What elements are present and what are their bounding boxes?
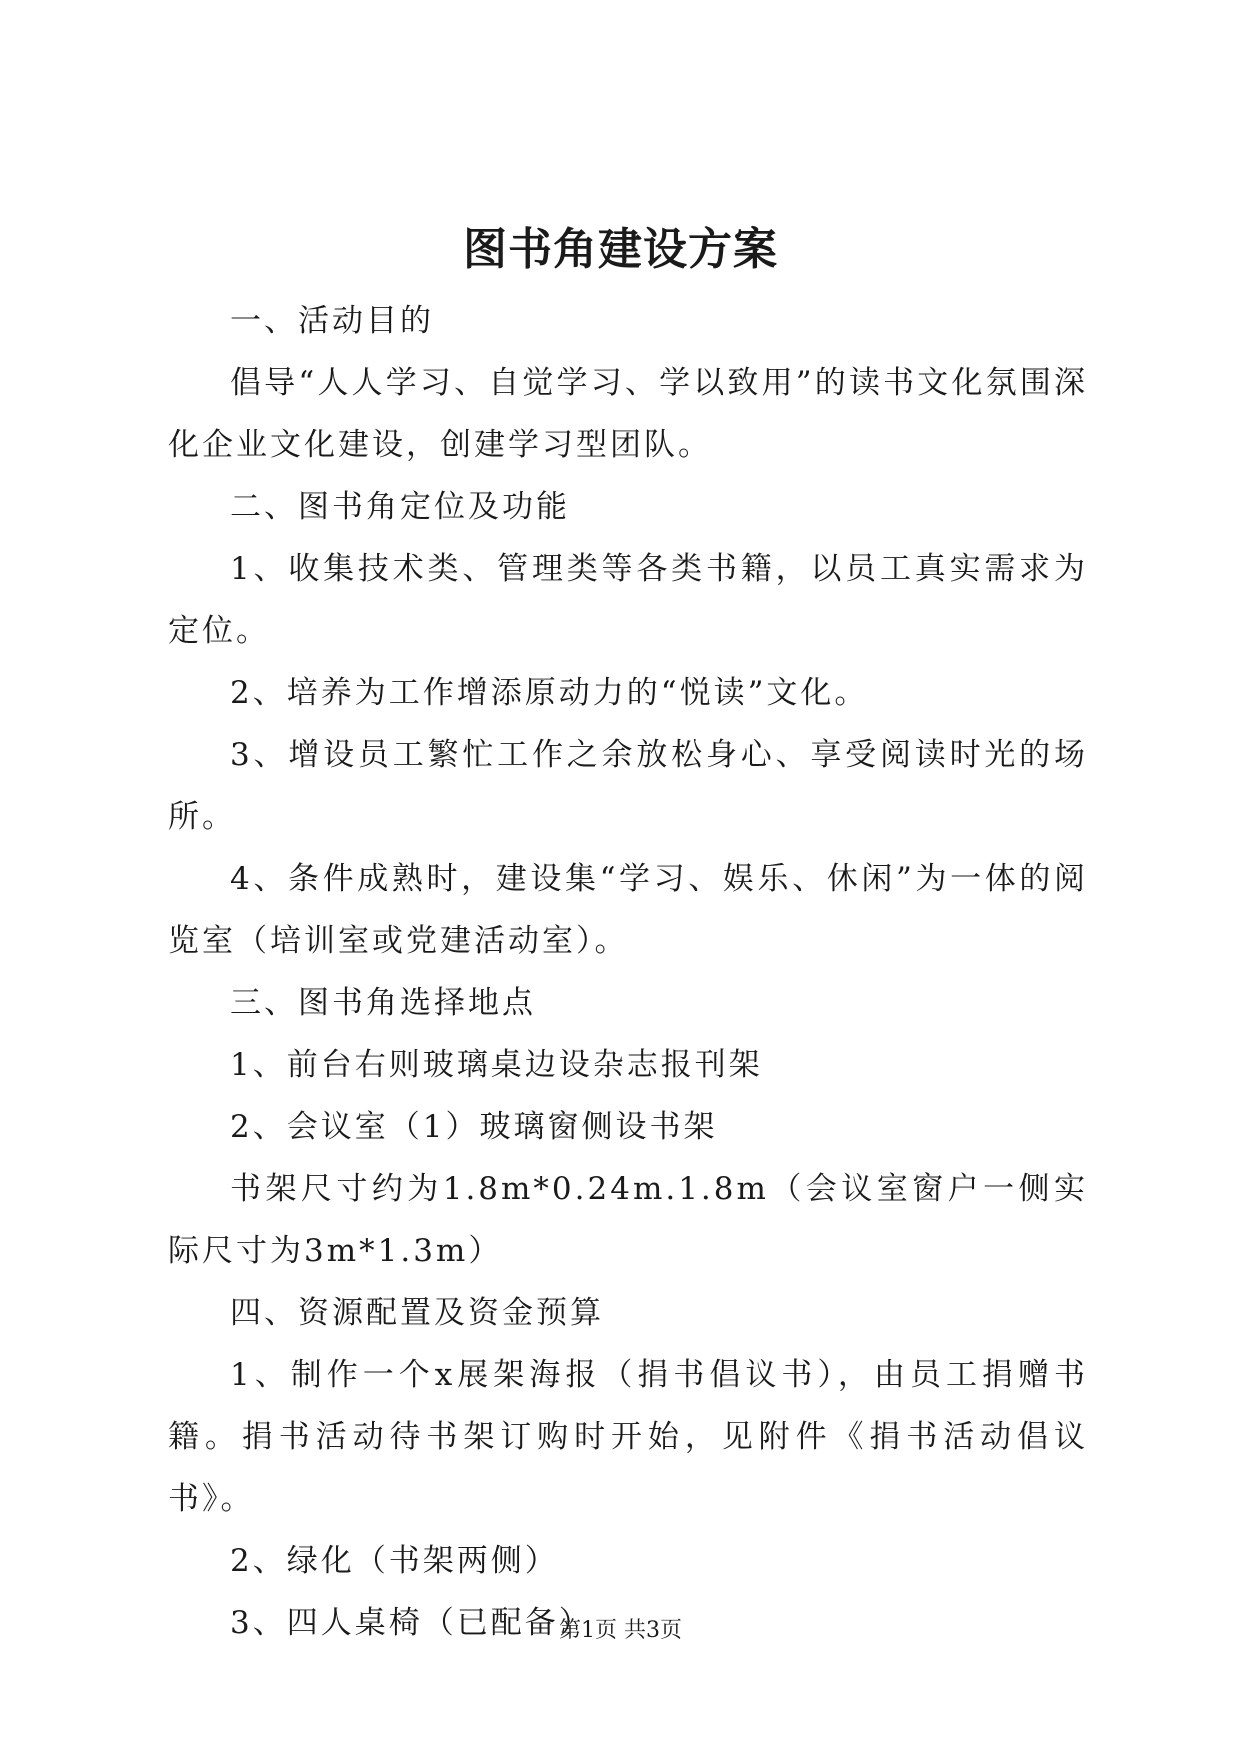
section-heading-2: 二、图书角定位及功能	[230, 489, 570, 525]
list-item: 4、条件成熟时，建设集“学习、娱乐、休闲”为一体的阅览室（培训室或党建活动室）。	[168, 861, 1088, 959]
list-item: 3、四人桌椅（已配备）	[230, 1605, 593, 1641]
document-body	[168, 290, 1088, 1654]
document-title: 图书角建设方案	[463, 224, 778, 275]
paragraph: 倡导“人人学习、自觉学习、学以致用”的读书文化氛围深化企业文化建设，创建学习型团队。	[168, 365, 1088, 463]
paragraph: 书架尺寸约为1.8m*0.24m.1.8m（会议室窗户一侧实际尺寸为3m*1.3m）	[168, 1171, 1088, 1269]
section-heading-3: 三、图书角选择地点	[230, 985, 536, 1021]
page-footer: 第1页 共3页	[559, 1618, 682, 1643]
list-item: 1、前台右则玻璃桌边设杂志报刊架	[230, 1047, 763, 1083]
list-item: 3、增设员工繁忙工作之余放松身心、享受阅读时光的场所。	[168, 737, 1088, 835]
list-item: 1、收集技术类、管理类等各类书籍，以员工真实需求为定位。	[168, 551, 1088, 649]
list-item: 1、制作一个x展架海报（捐书倡议书），由员工捐赠书籍。捐书活动待书架订购时开始，见附件《捐书活动倡议书》。	[168, 1357, 1088, 1517]
list-item: 2、绿化（书架两侧）	[230, 1543, 559, 1579]
section-heading-1: 一、活动目的	[230, 303, 434, 339]
section-heading-4: 四、资源配置及资金预算	[230, 1295, 604, 1331]
list-item: 2、会议室（1）玻璃窗侧设书架	[230, 1109, 718, 1145]
list-item: 2、培养为工作增添原动力的“悦读”文化。	[230, 675, 869, 711]
